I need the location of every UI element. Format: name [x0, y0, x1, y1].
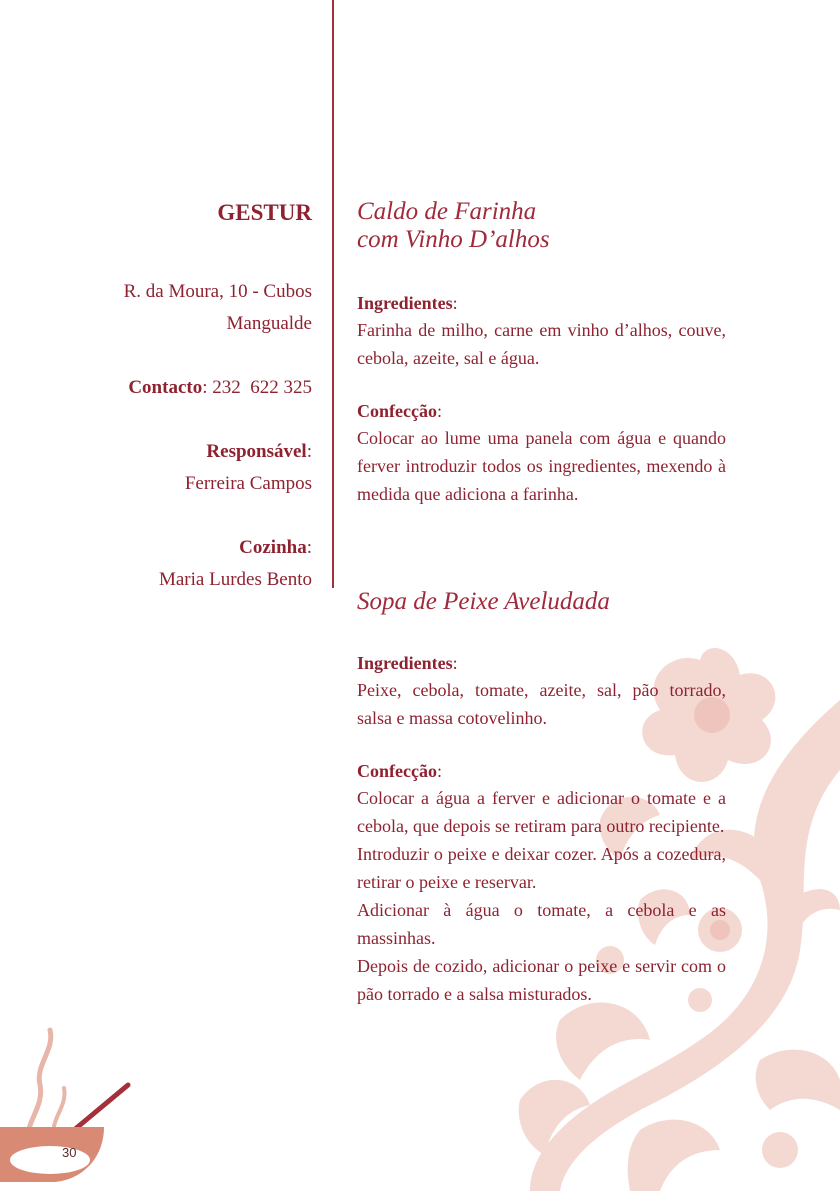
kitchen-value: Maria Lurdes Bento: [158, 569, 312, 590]
recipe-caldo: [357, 198, 726, 508]
recipe-sopa: [357, 588, 726, 1008]
restaurant-info: [52, 196, 312, 596]
manager-value: Ferreira Campos: [184, 473, 312, 494]
ingredients-label: Ingredientes:: [357, 293, 458, 313]
kitchen-label: Cozinha: [239, 537, 307, 558]
contact-label: Contacto: [128, 377, 203, 398]
method-label: Confecção:: [357, 761, 442, 781]
method-paragraph: Colocar a água a ferver e adicionar o tomate e a cebola, que depois se retiram para outro recipiente.: [357, 788, 726, 836]
ingredients-text: Peixe, cebola, tomate, azeite, sal, pão torrado, salsa e massa cotovelinho.: [357, 680, 726, 728]
recipe-title-line2: com Vinho D’alhos: [357, 226, 550, 253]
ingredients-text: Farinha de milho, carne em vinho d’alhos, couve, cebola, azeite, sal e água.: [357, 320, 726, 368]
recipe-title-line1: Caldo de Farinha: [357, 198, 537, 225]
page-number: 30: [62, 1145, 77, 1160]
method-text: Colocar ao lume uma panela com água e quando ferver introduzir todos os ingredientes, mexendo à medida que adiciona a farinha.: [357, 428, 726, 504]
ingredients-label: Ingredientes:: [357, 653, 458, 673]
restaurant-name: GESTUR: [217, 200, 312, 225]
address-line1: R. da Moura, 10 - Cubos: [123, 281, 312, 302]
address-line2: Mangualde: [226, 313, 312, 334]
contact-value: 232 622 325: [212, 377, 312, 398]
method-label: Confecção:: [357, 401, 442, 421]
method-paragraph: Adicionar à água o tomate, a cebola e as massinhas.: [357, 900, 726, 948]
recipes-column: [357, 198, 726, 1008]
column-divider: [332, 0, 334, 588]
manager-label: Responsável: [206, 441, 307, 462]
contact-line: Contacto: 232 622 325: [128, 377, 312, 398]
method-paragraph: Depois de cozido, adicionar o peixe e servir com o pão torrado e a salsa misturados.: [357, 956, 726, 1004]
kitchen-label-line: Cozinha:: [239, 537, 312, 558]
method-paragraph: Introduzir o peixe e deixar cozer. Após a cozedura, retirar o peixe e reservar.: [357, 844, 726, 892]
recipe-title: Sopa de Peixe Aveludada: [357, 588, 610, 615]
manager-label-line: Responsável:: [206, 441, 312, 462]
